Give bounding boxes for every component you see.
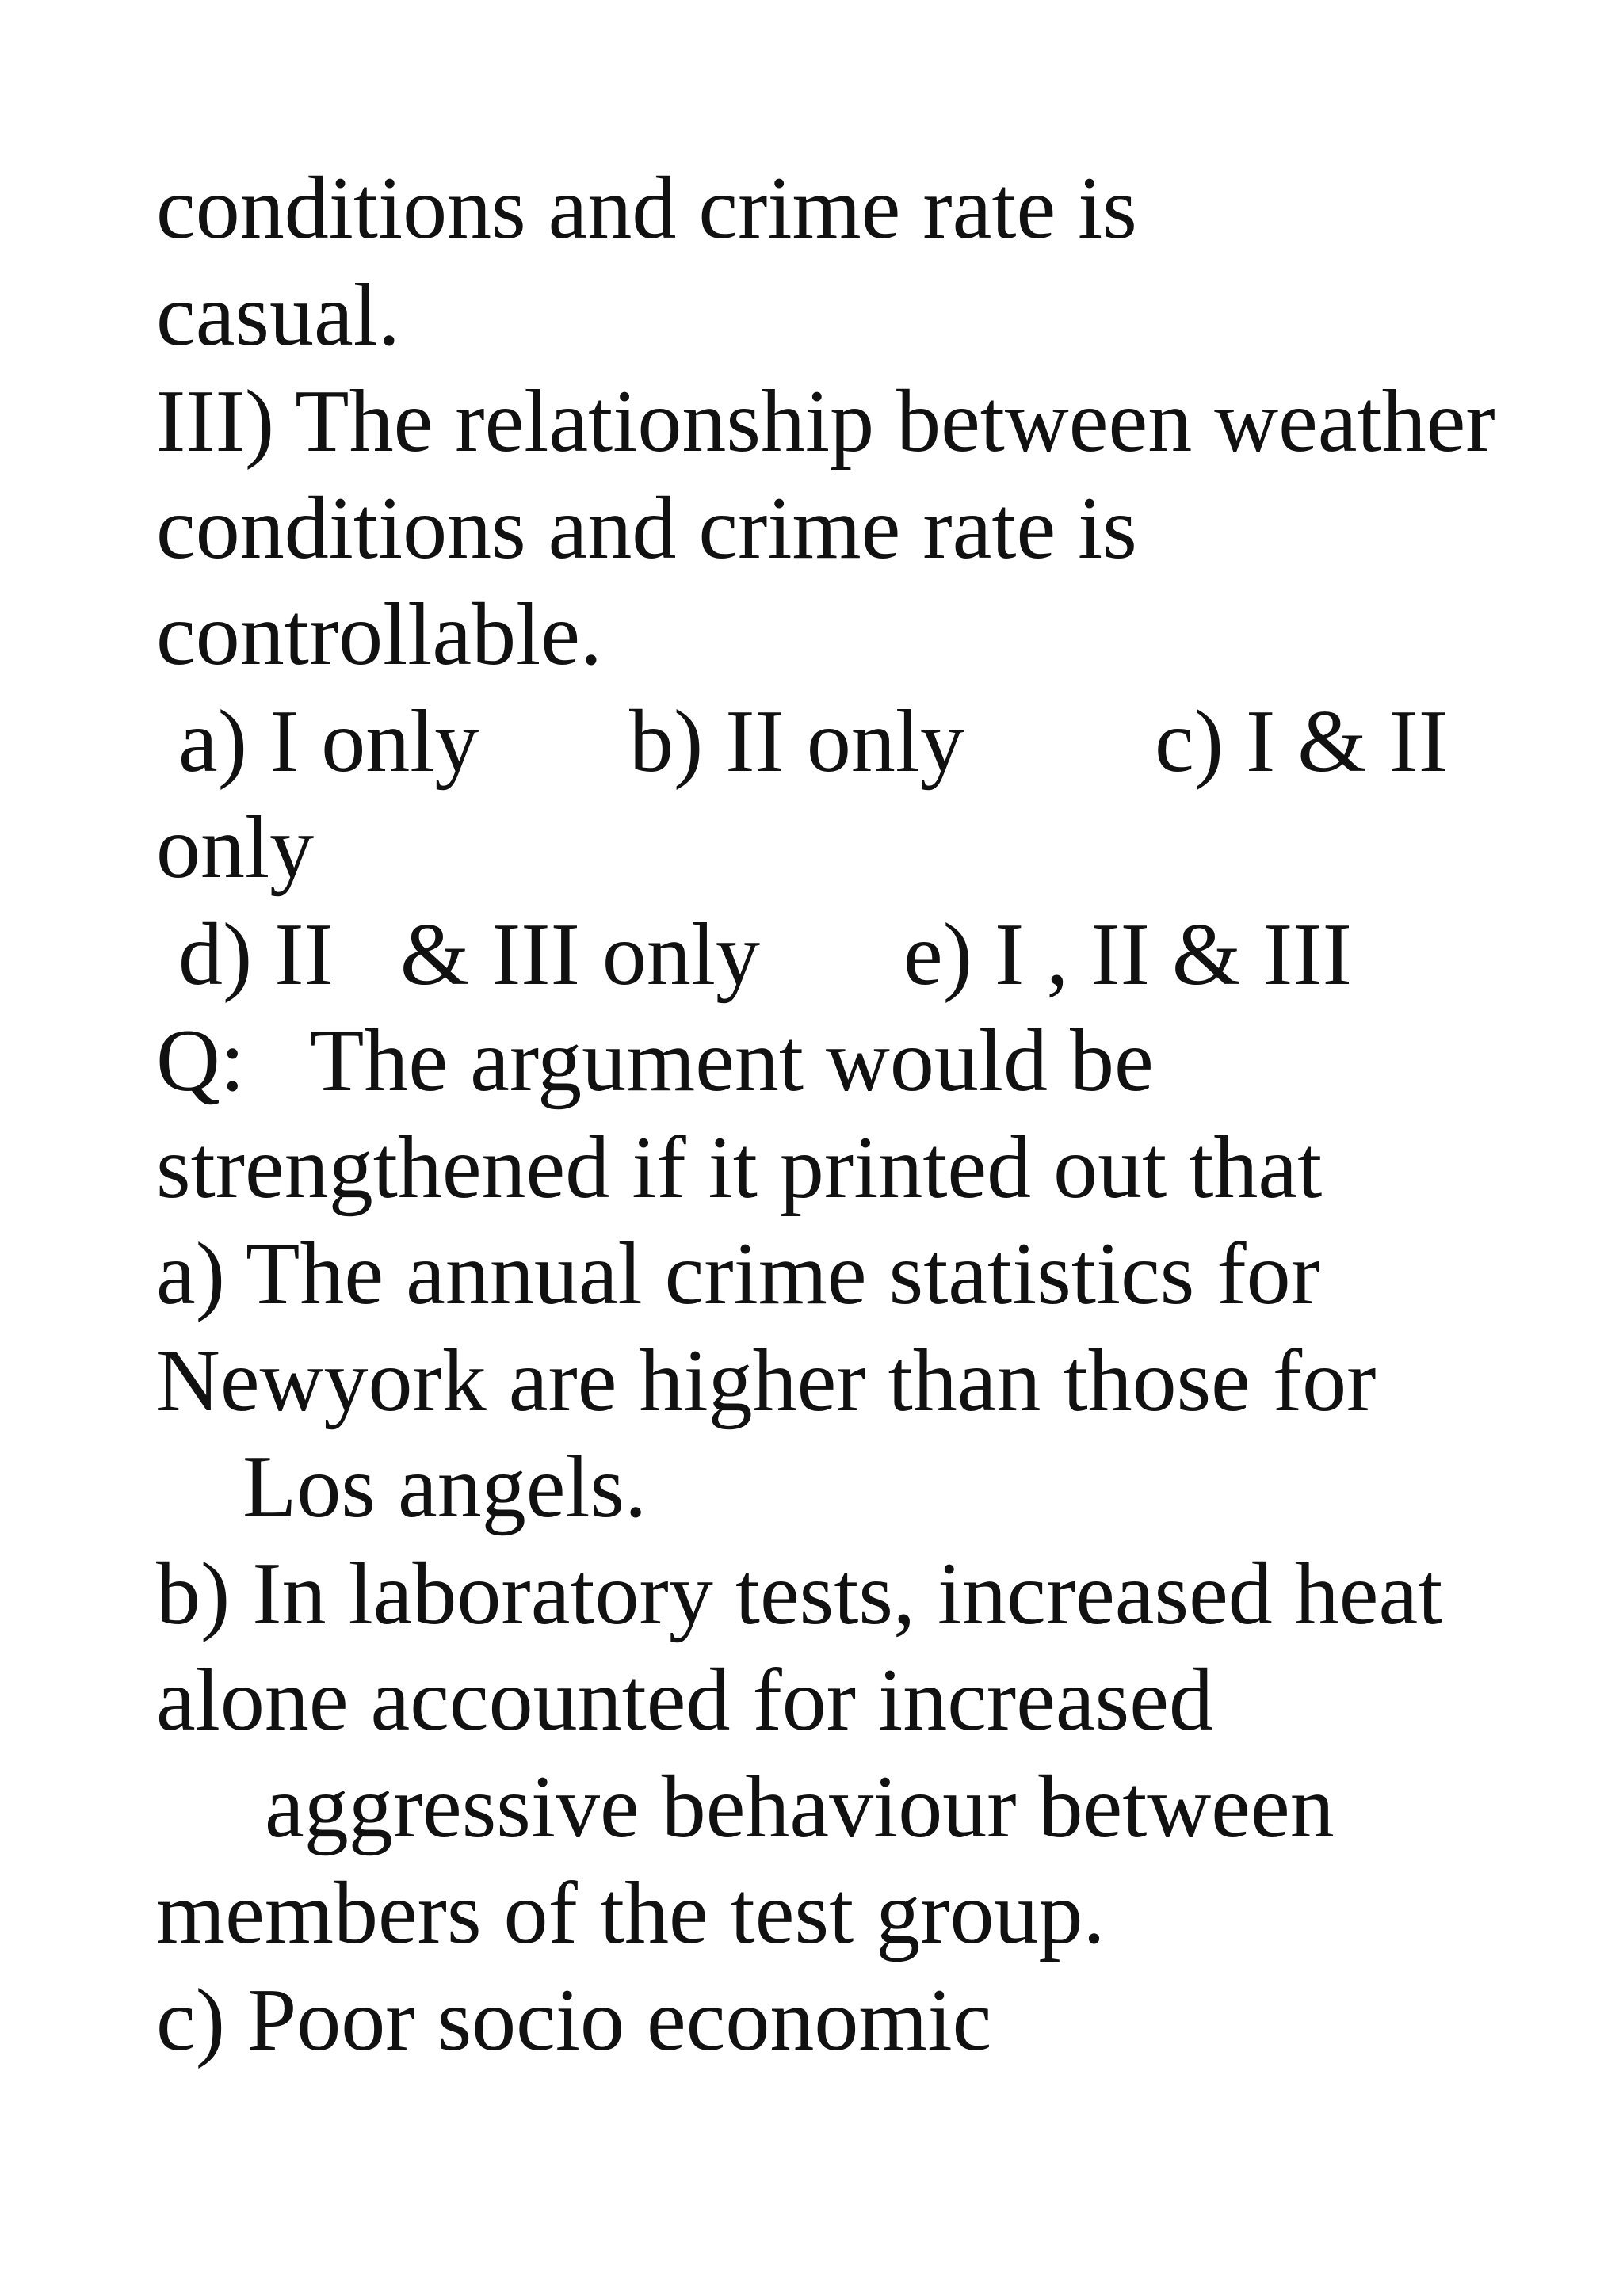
text-line: Los angels. xyxy=(242,1438,647,1536)
text-line: b) In laboratory tests, increased heat xyxy=(156,1545,1443,1643)
text-line: only xyxy=(156,799,315,897)
question-line: Q: The argument would be xyxy=(156,1012,1154,1110)
option-b: b) II only xyxy=(629,692,965,791)
text-line: Newyork are higher than those for xyxy=(156,1332,1377,1430)
text-line: controllable. xyxy=(156,585,602,684)
text-line: aggressive behaviour between xyxy=(265,1758,1335,1856)
option-a: a) I only xyxy=(178,692,479,791)
text-line: strengthened if it printed out that xyxy=(156,1119,1323,1217)
text-line: alone accounted for increased xyxy=(156,1651,1213,1749)
answer-options-row xyxy=(0,686,1623,797)
text-line: III) The relationship between weather xyxy=(156,372,1495,471)
option-c: c) I & II xyxy=(1155,692,1449,791)
text-line: c) Poor socio economic xyxy=(156,1971,992,2069)
text-line: casual. xyxy=(156,266,400,364)
text-line: conditions and crime rate is xyxy=(156,159,1137,257)
option-e: e) I , II & III xyxy=(903,906,1352,1004)
text-line: conditions and crime rate is xyxy=(156,479,1137,578)
text-line: members of the test group. xyxy=(156,1864,1106,1962)
option-d: d) II & III only xyxy=(178,906,761,1004)
text-line: a) The annual crime statistics for xyxy=(156,1225,1320,1323)
answer-options-row xyxy=(0,899,1623,1010)
